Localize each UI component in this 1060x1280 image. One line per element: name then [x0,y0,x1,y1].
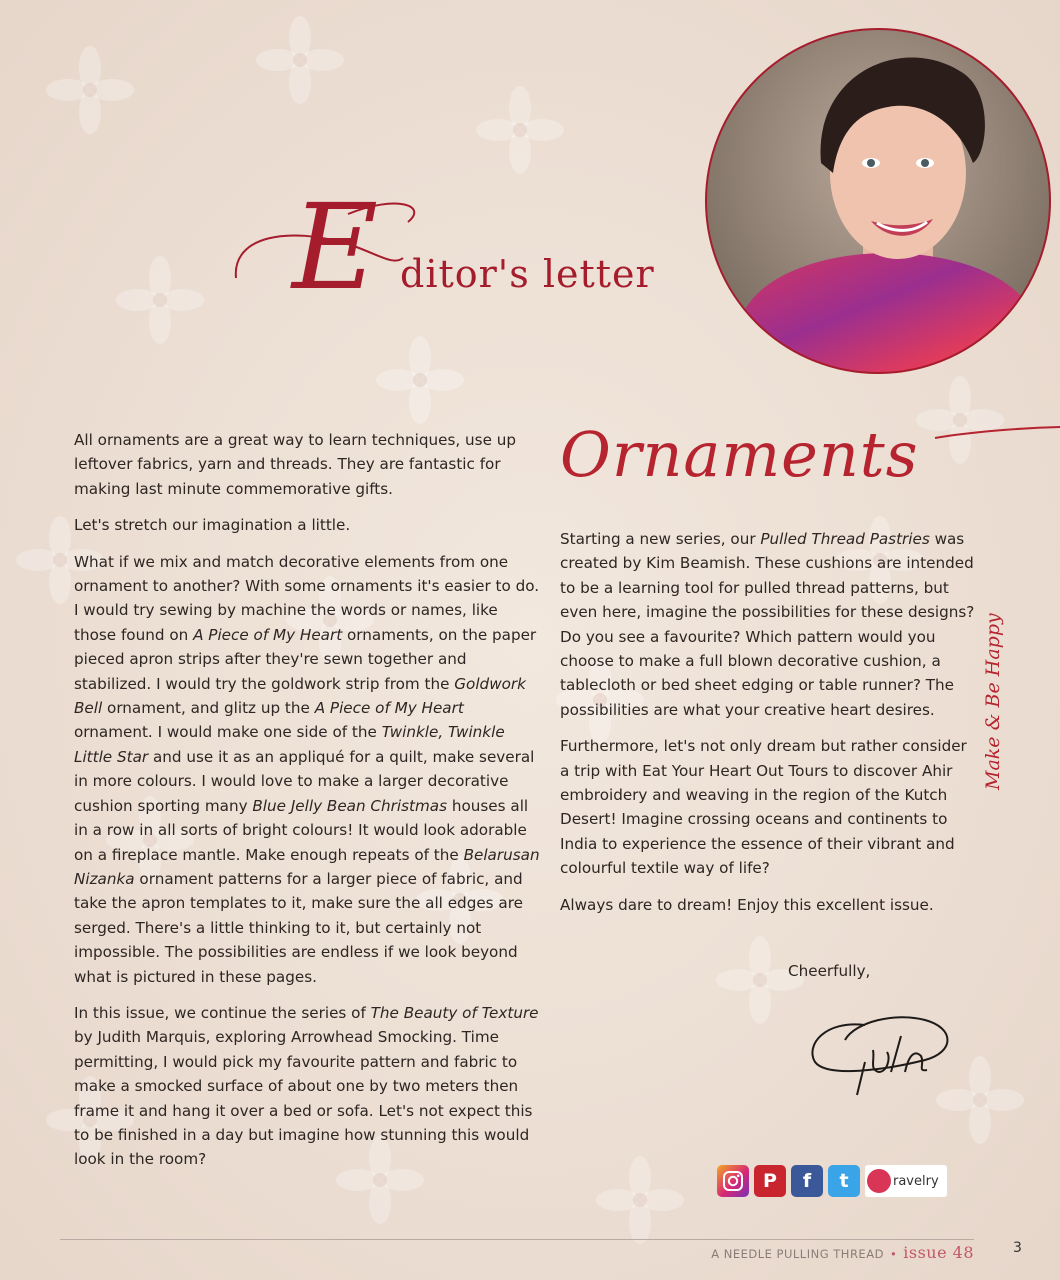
issue-number: issue 48 [903,1243,974,1262]
paragraph: All ornaments are a great way to learn techniques, use up leftover fabrics, yarn and threads. They are fantastic for making last minute commemorative gifts. [74,431,517,498]
pinterest-icon[interactable]: P [754,1165,786,1197]
paragraph: Always dare to dream! Enjoy this excellent issue. [560,895,934,914]
publication-name: A NEEDLE PULLING THREAD [711,1247,884,1261]
section-title: Ornaments [560,418,919,491]
footer-separator: • [889,1247,898,1261]
instagram-icon[interactable] [717,1165,749,1197]
page-number: 3 [1013,1240,1022,1256]
header-initial: E [292,178,379,316]
editor-portrait [703,13,1053,389]
paragraph: In this issue, we continue the series of The Beauty of Texture by Judith Marquis, exploring Arrowhead Smocking. Time permitting, I would pick my favourite pattern and fabric to make a smocked surface of about one by two meters then frame it and hang it over a bed or sofa. Let's not expect this to be finished in a day but imagine how stunning this would look in the room? [74,1003,539,1169]
paragraph: Furthermore, let's not only dream but rather consider a trip with Eat Your Heart Out Tours to discover Ahir embroidery and weaving in the region of the Kutch Desert! Imagine crossing oceans and continents to India to experience the essence of their vibrant and colourful textile way of life? [560,737,967,878]
paragraph: What if we mix and match decorative elements from one ornament to another? With some ornaments it's easier to do. I would try sewing by machine the words or names, like those found on A Piece of My Heart ornaments, on the paper pieced apron strips after they're sewn together and stabilized. I would try the goldwork strip from the Goldwork Bell ornament, and glitz up the A Piece of My Heart ornament. I would make one side of the Twinkle, Twinkle Little Star and use it as an appliqué for a quilt, make several in more colours. I would love to make a larger decorative cushion sporting many Blue Jelly Bean Christmas houses all in a row in all sorts of bright colours! It would look adorable on a fireplace mantle. Make enough repeats of the Belarusan Nizanka ornament patterns for a larger piece of fabric, and take the apron templates to it, make sure the all edges are serged. There's a little thinking to it, but certainly not impossible. The possibilities are endless if we look beyond what is pictured in these pages. [74,552,540,986]
tagline: Make & Be Happy [982,613,1004,790]
ravelry-label: ravelry [893,1173,939,1189]
sign-off: Cheerfully, [788,962,871,980]
footer [711,1243,974,1262]
twitter-icon[interactable]: t [828,1165,860,1197]
ravelry-icon[interactable] [865,1165,947,1197]
page-title: ditor's letter [400,252,655,296]
ravelry-logo-mark [867,1169,891,1193]
footer-divider [60,1239,974,1240]
paragraph: Let's stretch our imagination a little. [74,516,351,535]
right-column [560,527,975,929]
left-column [74,428,544,1184]
facebook-icon[interactable]: f [791,1165,823,1197]
social-links [717,1165,947,1197]
signature [805,1000,965,1110]
paragraph: Starting a new series, our Pulled Thread Pastries was created by Kim Beamish. These cushions are intended to be a learning tool for pulled thread patterns, but even here, imagine the possibilities for these designs? Do you see a favourite? Which pattern would you choose to make a full blown decorative cushion, a tablecloth or bed sheet edging or table runner? The possibilities are what your creative heart desires. [560,530,975,719]
